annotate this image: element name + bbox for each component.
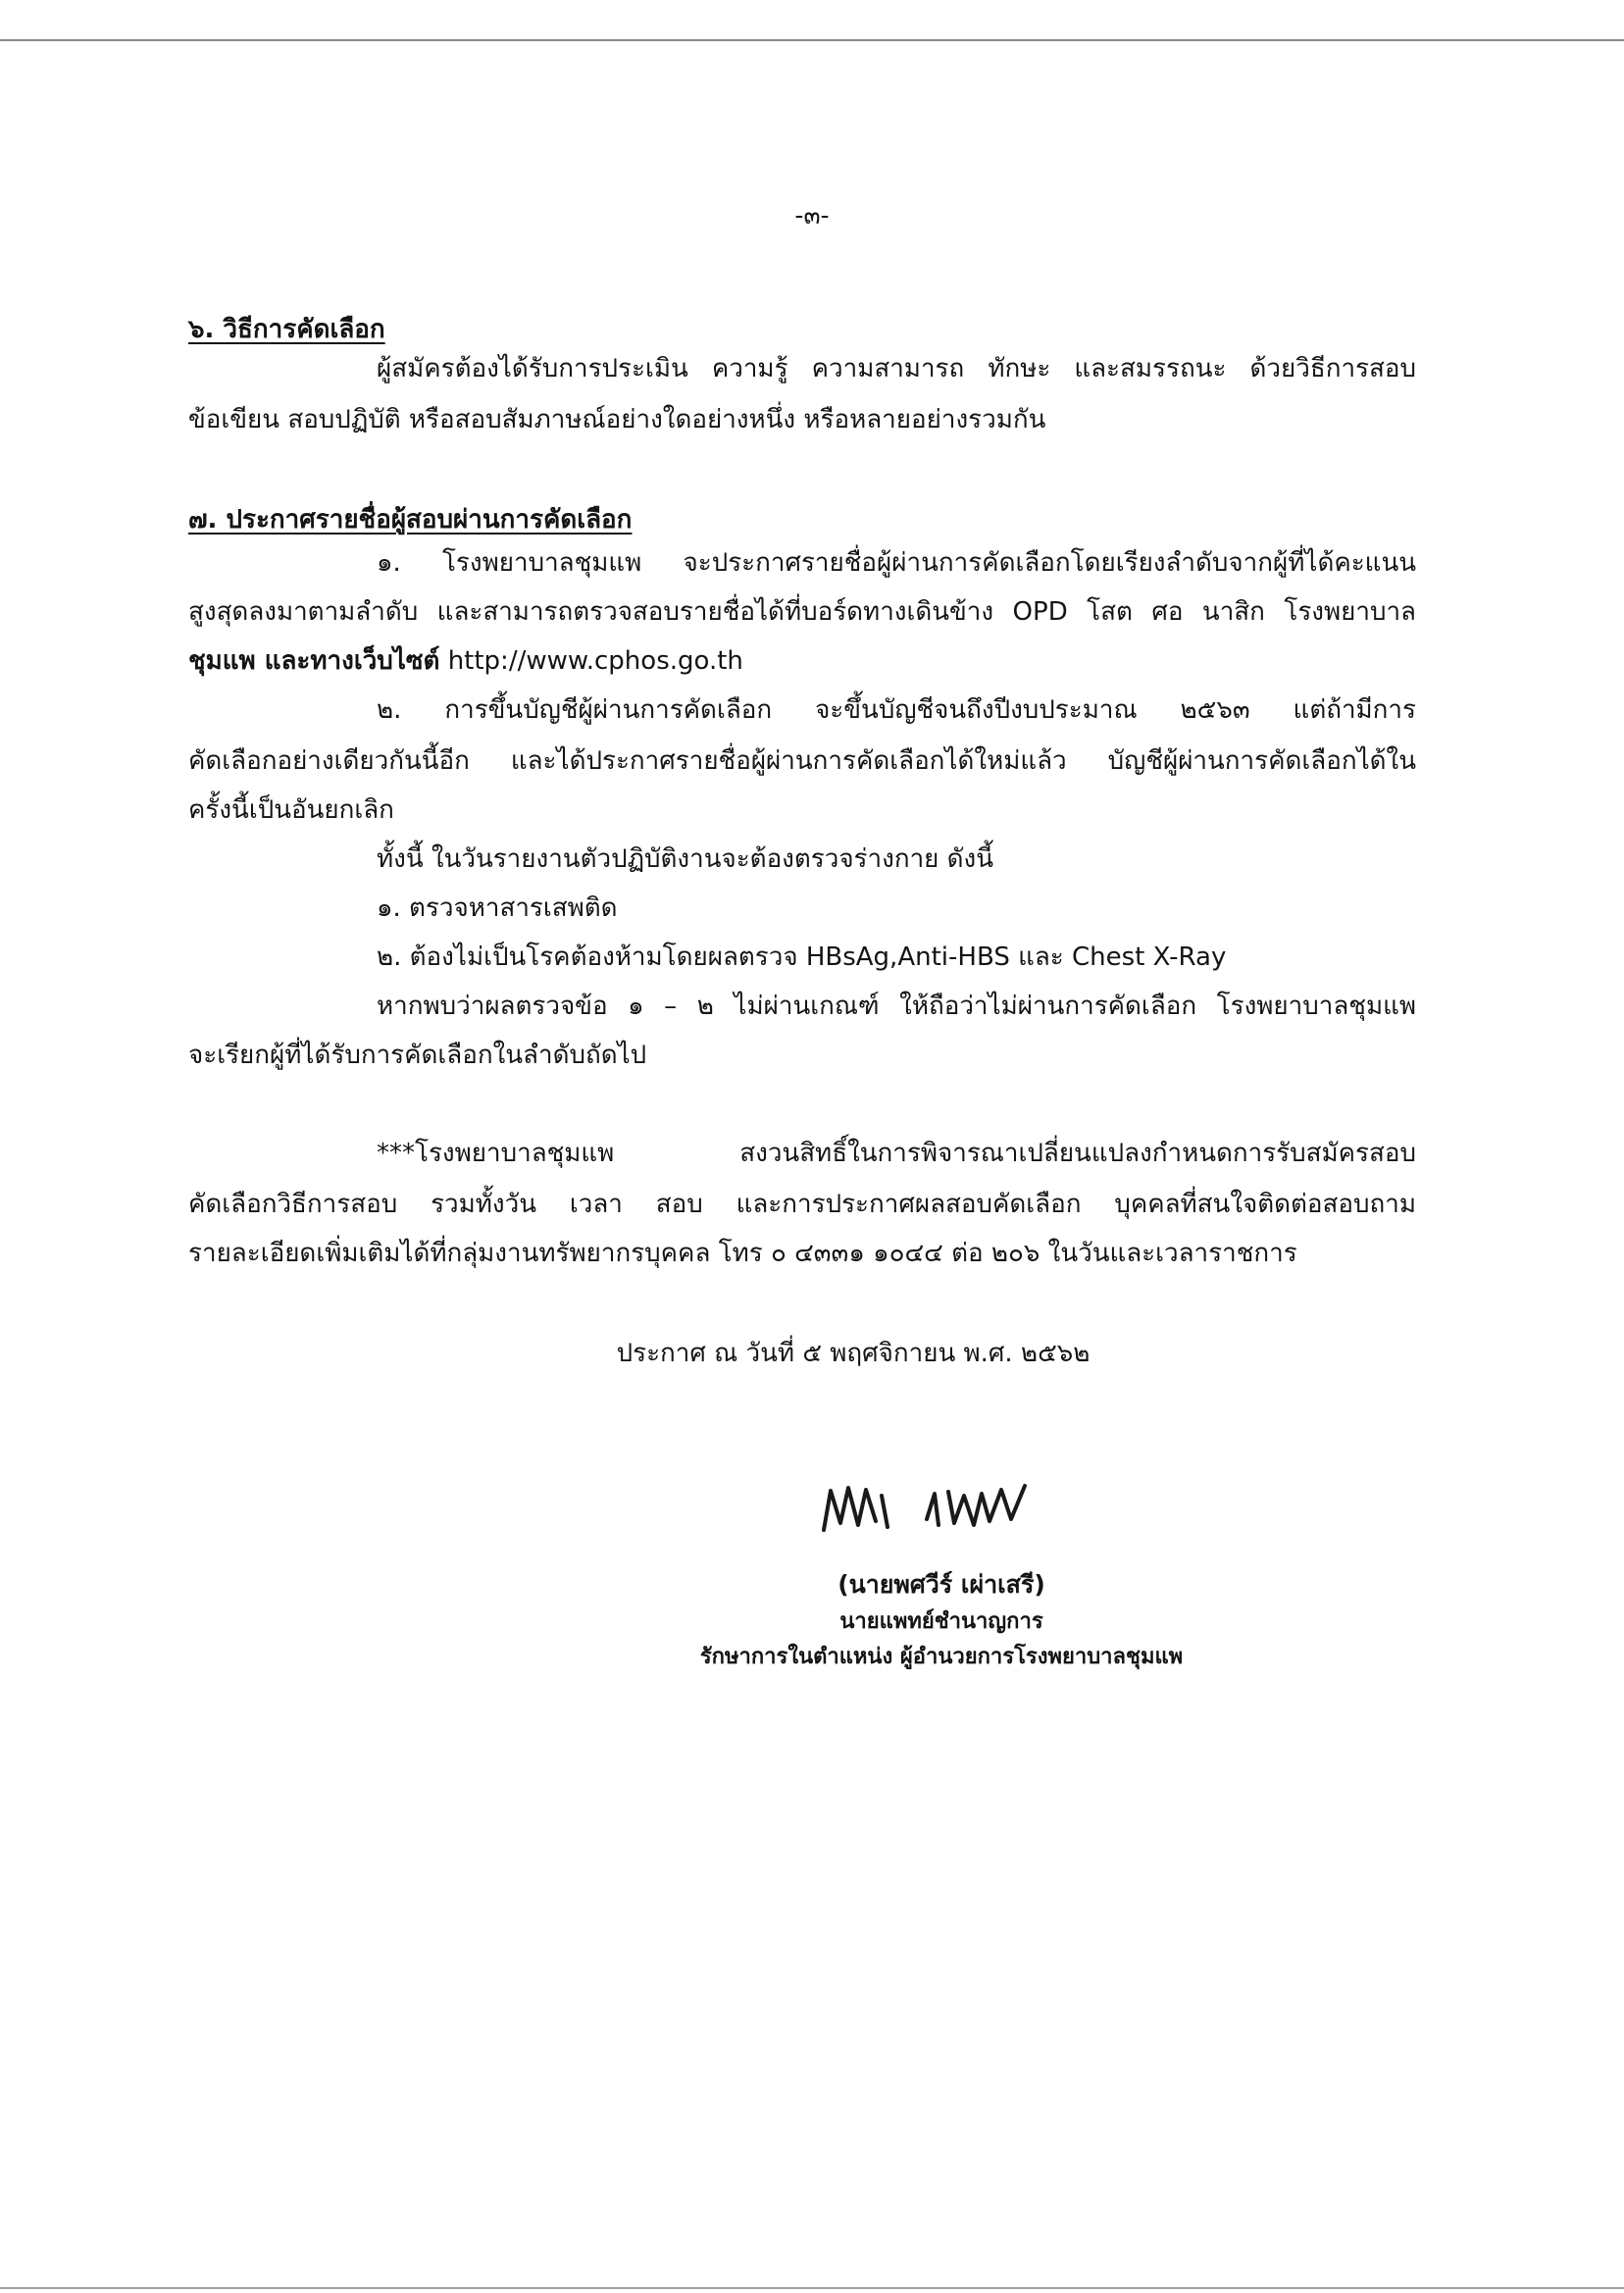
- section-7-item-2-line-2: คัดเลือกอย่างเดียวกันนี้อีก และได้ประกาศรายชื่อผู้ผ่านการคัดเลือกได้ใหม่แล้ว บัญชีผู้ผ่านการคัดเลือกได้ใน: [188, 746, 1416, 776]
- scan-bottom-edge: [0, 2287, 1624, 2289]
- section-7-heading: ๗. ประกาศรายชื่อผู้สอบผ่านการคัดเลือก: [188, 505, 633, 535]
- signatory-position: นายแพทย์ชำนาญการ: [839, 1609, 1043, 1634]
- website-link[interactable]: http://www.cphos.go.th: [447, 646, 743, 676]
- signatory-name: (นายพศวีร์ เผ่าเสรี): [837, 1570, 1045, 1599]
- page-number: -๓-: [794, 201, 830, 229]
- section-7-item-1-line-2: สูงสุดลงมาตามลำดับ และสามารถตรวจสอบรายชื่อได้ที่บอร์ดทางเดินข้าง OPD โสต ศอ นาสิก โรงพยาบาล: [188, 597, 1416, 627]
- signatory-acting-role: รักษาการในตำแหน่ง ผู้อำนวยการโรงพยาบาลชุมแพ: [699, 1645, 1184, 1669]
- failure-line-1: หากพบว่าผลตรวจข้อ ๑ – ๒ ไม่ผ่านเกณฑ์ ให้ถือว่าไม่ผ่านการคัดเลือก โรงพยาบาลชุมแพ: [377, 992, 1416, 1021]
- section-6-heading: ๖. วิธีการคัดเลือก: [188, 315, 385, 344]
- section-7-item-2-line-3: ครั้งนี้เป็นอันยกเลิก: [188, 795, 394, 825]
- announcement-date: ประกาศ ณ วันที่ ๕ พฤศจิกายน พ.ศ. ๒๕๖๒: [616, 1339, 1091, 1368]
- section-7-item-2-line-1: ๒. การขึ้นบัญชีผู้ผ่านการคัดเลือก จะขึ้นบัญชีจนถึงปีงบประมาณ ๒๕๖๓ แต่ถ้ามีการ: [377, 695, 1416, 725]
- notice-line-1: ***โรงพยาบาลชุมแพ สงวนสิทธิ์ในการพิจารณาเปลี่ยนแปลงกำหนดการรับสมัครสอบ: [377, 1139, 1416, 1168]
- section-7-item-1-line-3: [188, 643, 743, 679]
- notice-line-2: คัดเลือกวิธีการสอบ รวมทั้งวัน เวลา สอบ และการประกาศผลสอบคัดเลือก บุคคลที่สนใจติดต่อสอบถาม: [188, 1190, 1416, 1219]
- failure-line-2: จะเรียกผู้ที่ได้รับการคัดเลือกในลำดับถัดไป: [188, 1041, 647, 1070]
- health-check-intro: ทั้งนี้ ในวันรายงานตัวปฏิบัติงานจะต้องตรวจร่างกาย ดังนี้: [377, 844, 994, 874]
- section-6-line-2: ข้อเขียน สอบปฏิบัติ หรือสอบสัมภาษณ์อย่างใดอย่างหนึ่ง หรือหลายอย่างรวมกัน: [188, 405, 1046, 434]
- health-check-item-2: ๒. ต้องไม่เป็นโรคต้องห้ามโดยผลตรวจ HBsAg,Anti-HBS และ Chest X-Ray: [377, 943, 1227, 972]
- health-check-item-1: ๑. ตรวจหาสารเสพติด: [377, 893, 618, 923]
- notice-line-3: รายละเอียดเพิ่มเติมได้ที่กลุ่มงานทรัพยากรบุคคล โทร ๐ ๔๓๓๑ ๑๐๔๔ ต่อ ๒๐๖ ในวันและเวลาราชการ: [188, 1239, 1297, 1268]
- section-6-line-1: ผู้สมัครต้องได้รับการประเมิน ความรู้ ความสามารถ ทักษะ และสมรรถนะ ด้วยวิธีการสอบ: [377, 354, 1416, 383]
- website-prefix: ชุมแพ และทางเว็บไซต์: [188, 646, 440, 676]
- scan-top-edge: [0, 39, 1624, 41]
- section-7-item-1-line-1: ๑. โรงพยาบาลชุมแพ จะประกาศรายชื่อผู้ผ่านการคัดเลือกโดยเรียงลำดับจากผู้ที่ได้คะแนน: [377, 548, 1416, 578]
- handwritten-signature: [819, 1476, 1044, 1545]
